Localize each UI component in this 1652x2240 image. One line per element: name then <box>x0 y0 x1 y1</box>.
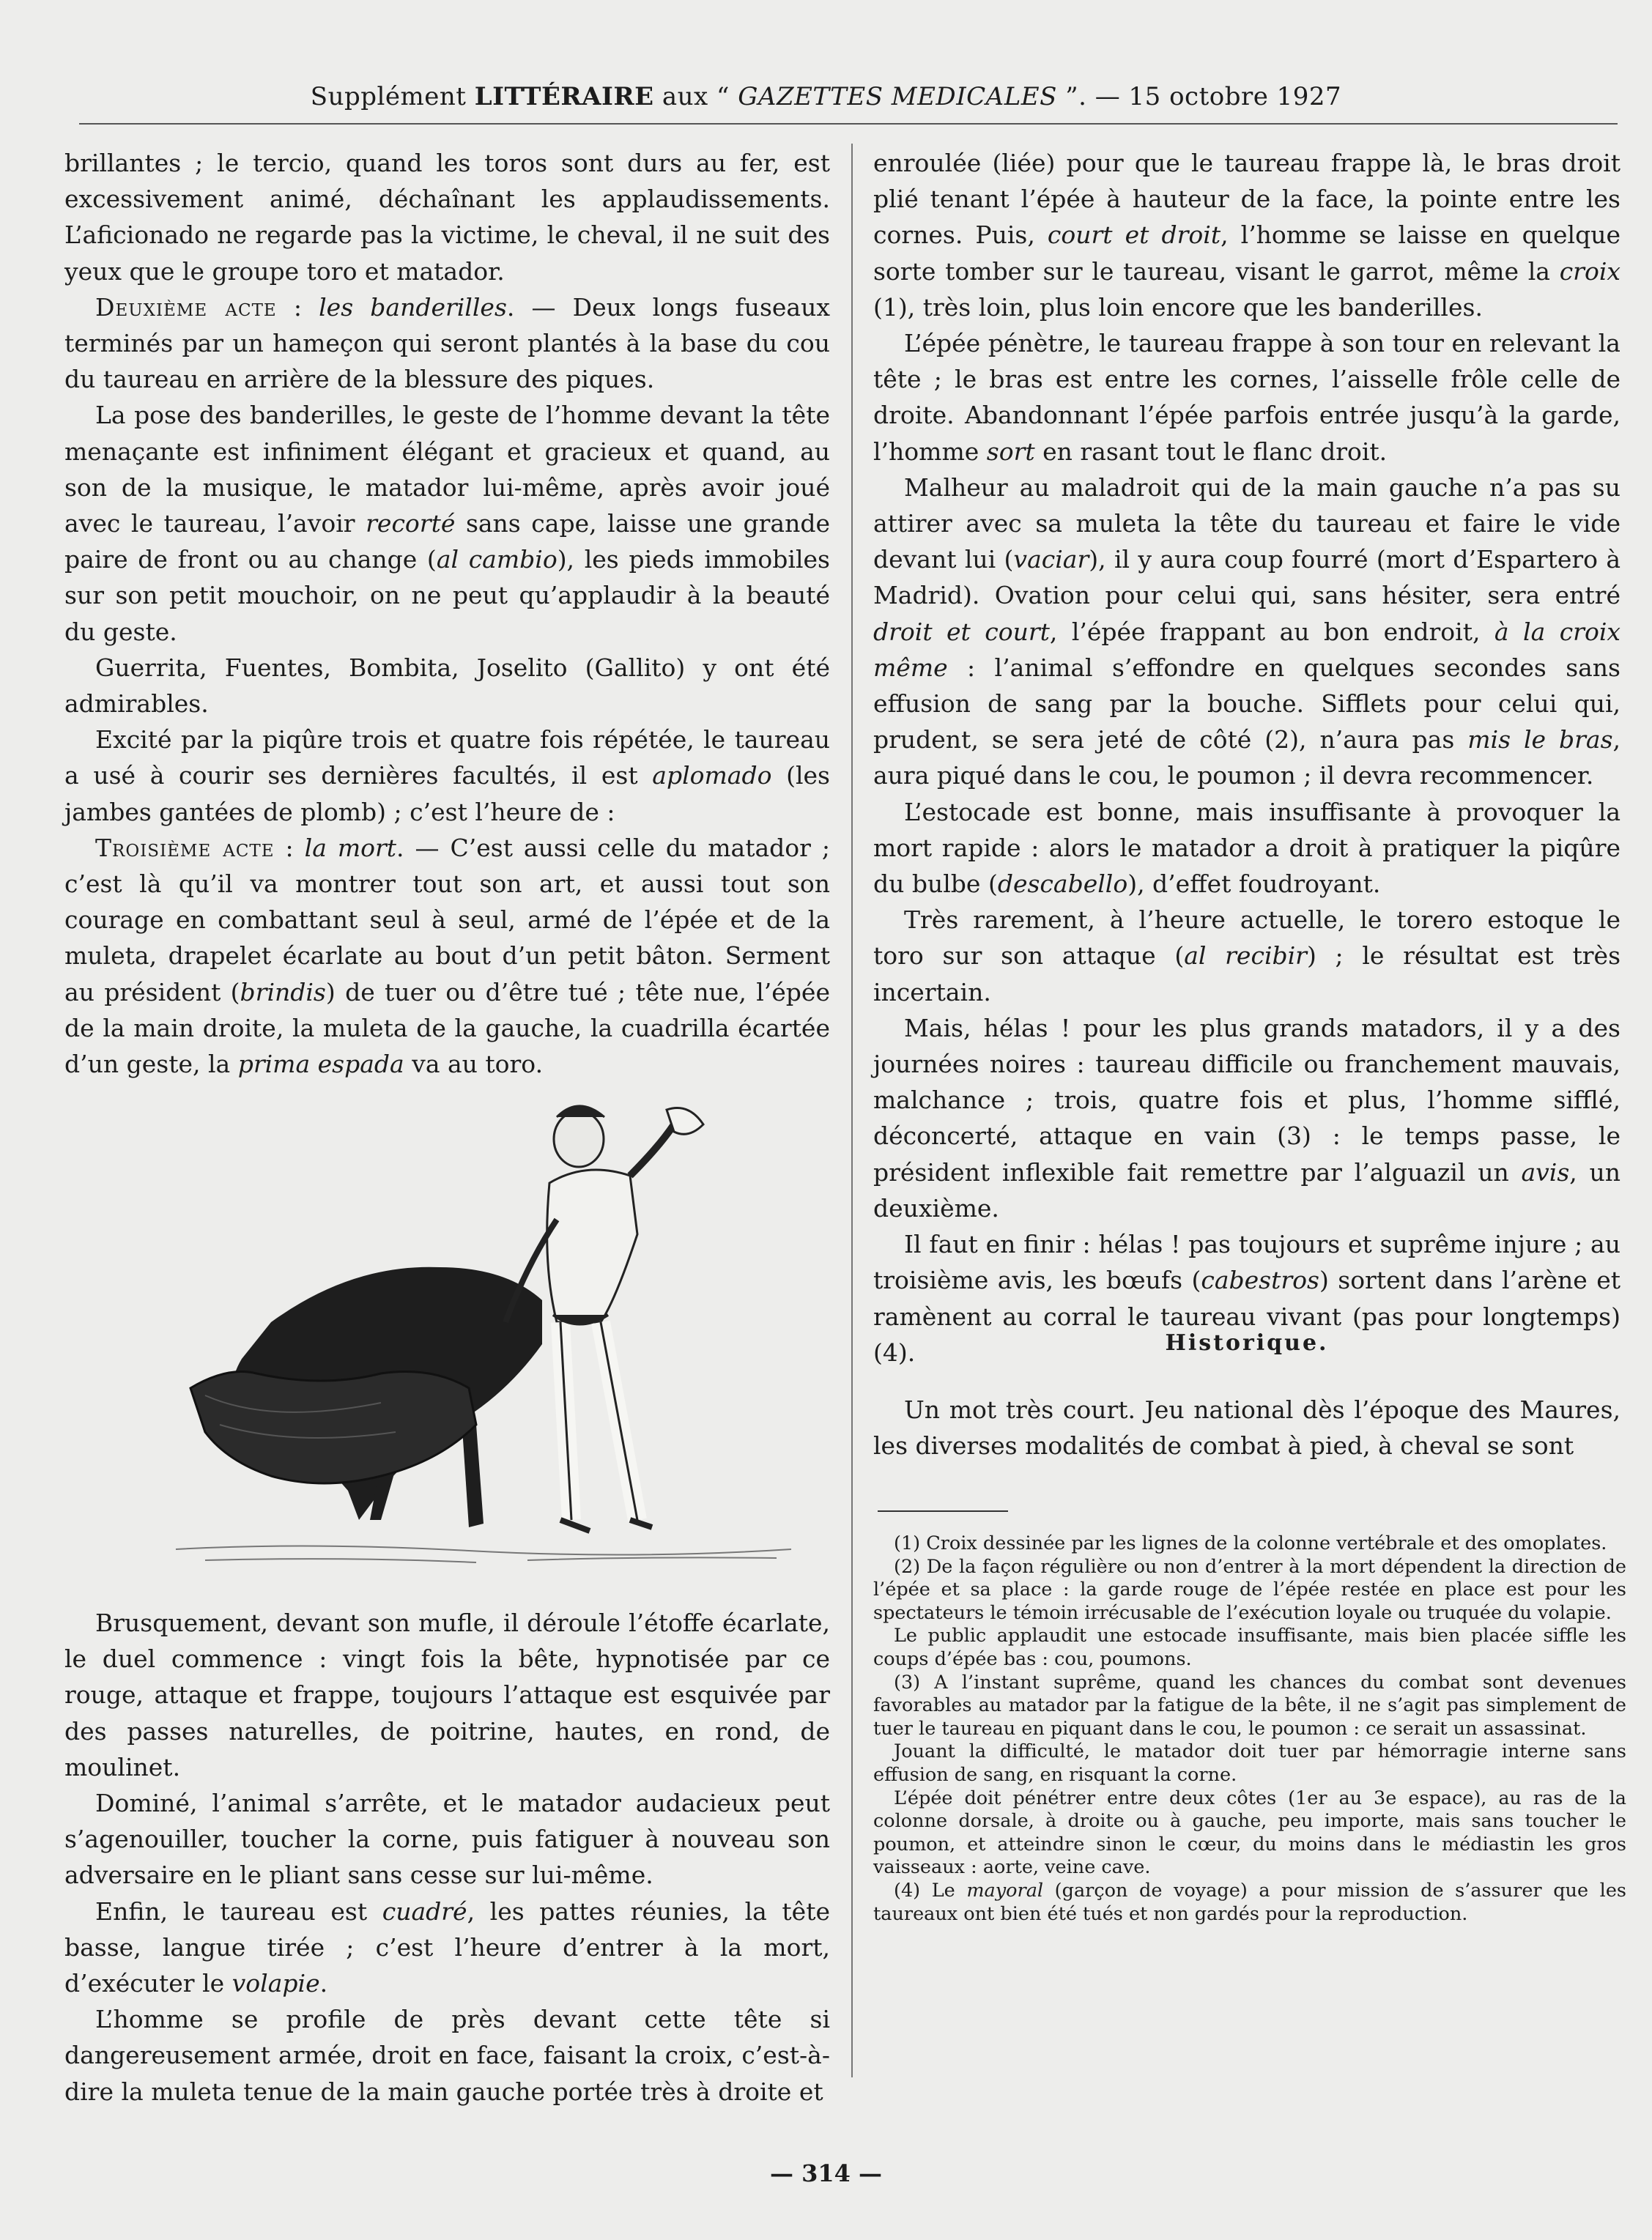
left-column-top <box>64 145 830 1082</box>
cape-shape <box>190 1372 476 1484</box>
header-gazettes: GAZETTES MEDICALES <box>738 82 1057 111</box>
page-number: — 314 — <box>769 2159 883 2187</box>
footnote-3-continued-2: L’épée doit pénétrer entre deux côtes (1er au 3e espace), au ras de la colonne dorsale, à droite ou à gauche, peu importe, mais sans toucher le poumon, et atteindre sinon le cœur, du moins dans le médiastin les gros vaisseaux : aorte, veine cave. <box>873 1787 1626 1879</box>
header-litteraire: LITTÉRAIRE <box>474 82 654 111</box>
paragraph: brillantes ; le tercio, quand les toros sont durs au fer, est excessivement animé, déchaînant les applaudissements. L’aficionado ne regarde pas la victime, le cheval, il ne suit des yeux que le groupe toro et matador. <box>64 149 830 286</box>
header-prefix: Supplément <box>310 82 475 111</box>
historique-text <box>873 1392 1620 1464</box>
matador-illustration <box>161 1080 806 1579</box>
header-rule <box>79 123 1618 125</box>
paragraph: L’épée pénètre, le taureau frappe à son tour en relevant la tête ; le bras est entre les cornes, l’aisselle frôle celle de droite. Abandonnant l’épée parfois entrée jusqu’à la garde, l’homme sort en rasant tout le flanc droit. <box>873 329 1620 466</box>
paragraph: Très rarement, à l’heure actuelle, le torero estoque le toro sur son attaque (al recibir) ; le résultat est très incertain. <box>873 905 1621 1006</box>
paragraph: L’estocade est bonne, mais insuffisante à provoquer la mort rapide : alors le matador a droit à pratiquer la piqûre du bulbe (descabello), d’effet foudroyant. <box>873 797 1620 899</box>
footnote-3: (3) A l’instant suprême, quand les chances du combat sont devenues favorables au matador par la fatigue de la bête, il ne s’agit pas simplement de tuer le taureau en piquant dans le cou, le poumon : ce serait un assassinat. <box>873 1671 1626 1740</box>
paragraph: Un mot très court. Jeu national dès l’époque des Maures, les diverses modalités de combat à pied, à cheval se sont <box>873 1395 1620 1461</box>
paragraph: Brusquement, devant son mufle, il déroule l’étoffe écarlate, le duel commence : vingt fois la bête, hypnotisée par ce rouge, attaque et frappe, toujours l’attaque est esquivée par des passes naturelles, de poitrine, hautes, en rond, de moulinet. <box>64 1609 830 1781</box>
header-date: ”. — 15 octobre 1927 <box>1056 82 1342 111</box>
right-column <box>873 145 1620 1371</box>
act2-title: les banderilles <box>319 292 507 322</box>
section-heading-historique: Historique. <box>1165 1330 1329 1356</box>
act2-label: Deuxième acte <box>95 292 277 322</box>
header-aux: aux “ <box>653 82 738 111</box>
footnotes <box>873 1532 1626 1926</box>
column-divider <box>851 144 853 2077</box>
paragraph: Enfin, le taureau est cuadré, les pattes réunies, la tête basse, langue tirée ; c’est l’heure d’entrer à la mort, d’exécuter le volapie. <box>64 1896 830 1998</box>
paragraph: L’homme se profile de près devant cette tête si dangereusement armée, droit en face, faisant la croix, c’est-à-dire la muleta tenue de la main gauche portée très à droite et <box>64 2005 830 2106</box>
paragraph: Dominé, l’animal s’arrête, et le matador audacieux peut s’agenouiller, toucher la corne, puis fatiguer à nouveau son adversaire en le pliant sans cesse sur lui-même. <box>64 1789 830 1890</box>
act3-label: Troisième acte <box>95 833 275 862</box>
footnote-2: (2) De la façon régulière ou non d’entrer à la mort dépendent la direction de l’épée et sa place : la garde rouge de l’épée restée en place est pour les spectateurs le témoin irrécusable de l’exécution loyale ou truquée du volapie. <box>873 1555 1626 1624</box>
paragraph: Mais, hélas ! pour les plus grands matadors, il y a des journées noires : taureau difficile ou franchement mauvais, malchance ; trois, quatre fois et plus, l’homme sifflé, déconcerté, attaque en vain (3) : le temps passe, le président inflexible fait remettre par l’alguazil un avis, un deuxième. <box>873 1013 1620 1223</box>
paragraph: Il faut en finir : hélas ! pas toujours et suprême injure ; au troisième avis, les bœufs (cabestros) sortent dans l’arène et ramènent au corral le taureau vivant (pas pour longtemps) (4). <box>873 1230 1620 1367</box>
paragraph: Excité par la piqûre trois et quatre fois répétée, le taureau a usé à courir ses dernières facultés, il est aplomado (les jambes gantées de plomb) ; c’est l’heure de : <box>64 725 830 826</box>
act3-title: la mort <box>304 833 397 862</box>
left-column-bottom <box>64 1605 830 2110</box>
running-header <box>0 82 1652 111</box>
paragraph-act2: Deuxième acte : les banderilles. — Deux longs fuseaux terminés par un hameçon qui seront plantés à la base du cou du taureau en arrière de la blessure des piques. <box>64 292 830 394</box>
ground-lines <box>176 1546 791 1562</box>
footnote-4: (4) Le mayoral (garçon de voyage) a pour mission de s’assurer que les taureaux ont bien été tués et non gardés pour la reproduction. <box>873 1879 1627 1925</box>
paragraph: La pose des banderilles, le geste de l’homme devant la tête menaçante est infiniment élégant et gracieux et quand, au son de la musique, le matador lui-même, après avoir joué avec le taureau, l’avoir recorté sans cape, laisse une grande paire de front ou au change (al cambio), les pieds immobiles sur son petit mouchoir, on ne peut qu’applaudir à la beauté du geste. <box>64 401 830 646</box>
paragraph-act3: Troisième acte : la mort. — C’est aussi celle du matador ; c’est là qu’il va montrer tout son art, et aussi tout son courage en combattant seul à seul, armé de l’épée et de la muleta, drapelet écarlate au bout d’un petit bâton. Serment au président (brindis) de tuer ou d’être tué ; tête nue, l’épée de la main droite, la muleta de la gauche, la cuadrilla écartée d’un geste, la prima espada va au toro. <box>64 833 830 1079</box>
footnote-rule <box>878 1510 1008 1512</box>
footnote-1: (1) Croix dessinée par les lignes de la colonne vertébrale et des omoplates. <box>894 1532 1607 1554</box>
paragraph: Guerrita, Fuentes, Bombita, Joselito (Gallito) y ont été admirables. <box>64 653 830 719</box>
footnote-3-continued: Jouant la difficulté, le matador doit tuer par hémorragie interne sans effusion de sang, en risquant la corne. <box>873 1740 1626 1786</box>
paragraph: enroulée (liée) pour que le taureau frappe là, le bras droit plié tenant l’épée à hauteur de la face, la pointe entre les cornes. Puis, court et droit, l’homme se laisse en quelque sorte tomber sur le taureau, visant le garrot, même la croix (1), très loin, plus loin encore que les banderilles. <box>873 149 1621 322</box>
footnote-2-continued: Le public applaudit une estocade insuffisante, mais bien placée siffle les coups d’épée bas : cou, poumons. <box>873 1625 1626 1670</box>
paragraph: Malheur au maladroit qui de la main gauche n’a pas su attirer avec sa muleta la tête du taureau et faire le vide devant lui (vaciar), il y aura coup fourré (mort d’Espartero à Madrid). Ovation pour celui qui, sans hésiter, sera entré droit et court, l’épée frappant au bon endroit, à la croix même : l’animal s’effondre en quelques secondes sans effusion de sang par la bouche. Sifflets pour celui qui, prudent, se sera jeté de côté (2), n’aura pas mis le bras, aura piqué dans le cou, le poumon ; il devra recommencer. <box>873 472 1621 790</box>
